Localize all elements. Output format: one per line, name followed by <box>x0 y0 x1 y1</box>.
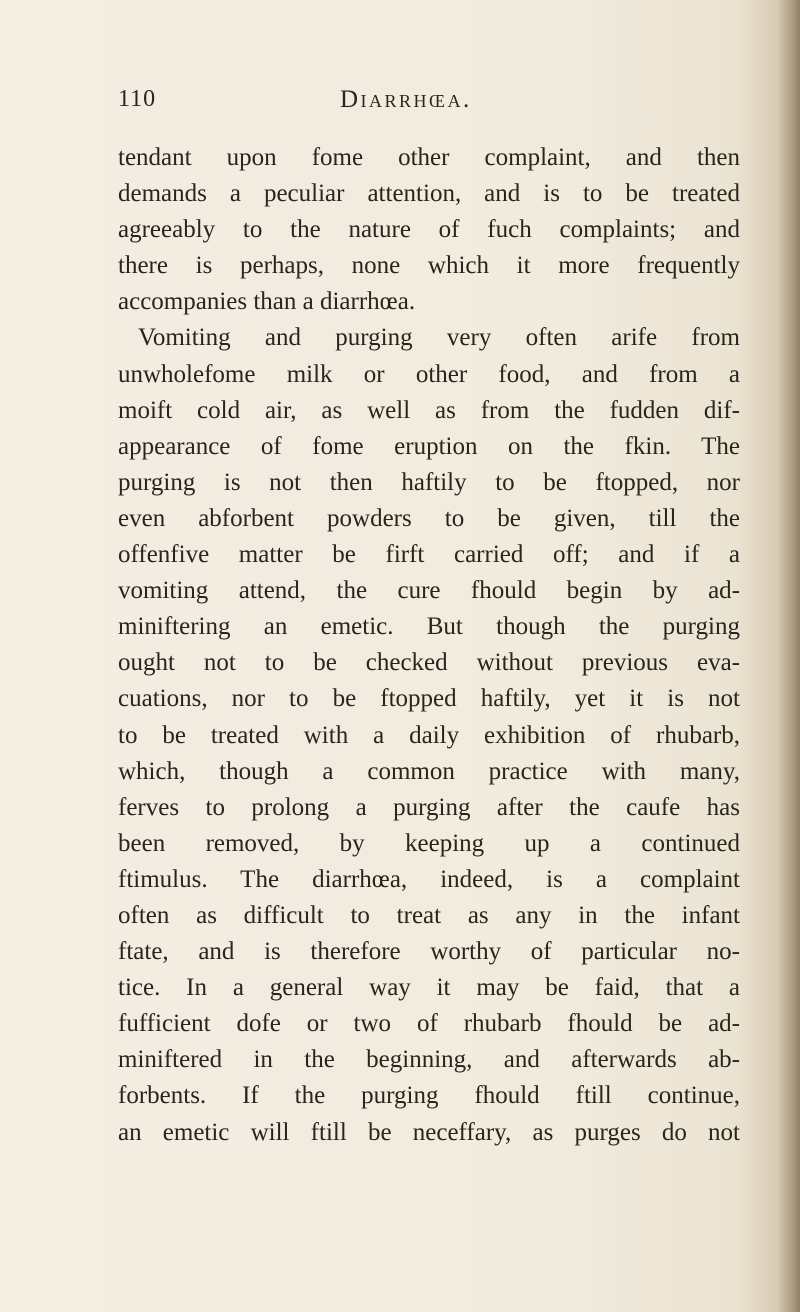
text-line: appearance of fome eruption on the fkin. The <box>118 432 740 460</box>
text-line: vomiting attend, the cure fhould begin by ad- <box>118 577 740 605</box>
text-line: forbents. If the purging fhould ftill continue, <box>118 1082 740 1110</box>
text-line: moift cold air, as well as from the fudden dif- <box>118 396 740 424</box>
text-line: offenfive matter be firft carried off; and if a <box>118 541 740 569</box>
text-line: tendant upon fome other complaint, and then <box>118 144 740 171</box>
text-line: ftimulus. The diarrhœa, indeed, is a complaint <box>118 865 740 893</box>
running-header <box>118 86 758 126</box>
running-title: Diarrhœa. <box>340 86 472 113</box>
text-line: accompanies than a diarrhœa. <box>118 288 416 316</box>
page-gutter-shadow <box>778 0 800 1312</box>
text-line: often as difficult to treat as any in the infant <box>118 901 740 929</box>
text-line: been removed, by keeping up a continued <box>118 829 740 857</box>
text-line: even abforbent powders to be given, till the <box>118 504 740 532</box>
text-line: unwholefome milk or other food, and from a <box>118 360 740 388</box>
text-line: agreeably to the nature of fuch complaints; and <box>118 216 740 244</box>
text-line: miniftered in the beginning, and afterwards ab- <box>118 1046 740 1074</box>
text-line: ferves to prolong a purging after the caufe has <box>118 793 740 821</box>
text-line: there is perhaps, none which it more frequently <box>118 252 740 280</box>
text-line: demands a peculiar attention, and is to be treated <box>118 180 740 208</box>
text-line: ftate, and is therefore worthy of particular no- <box>118 938 740 966</box>
text-line: cuations, nor to be ftopped haftily, yet it is not <box>118 685 740 713</box>
text-line: an emetic will ftill be neceffary, as purges do not <box>118 1118 740 1146</box>
text-line: purging is not then haftily to be ftopped, nor <box>118 468 740 496</box>
text-line: Vomiting and purging very often arife from <box>138 324 740 352</box>
text-line: tice. In a general way it may be faid, that a <box>118 974 740 1002</box>
page-number: 110 <box>118 86 157 112</box>
text-line: which, though a common practice with many, <box>118 757 740 785</box>
text-line: ought not to be checked without previous eva- <box>118 649 740 677</box>
text-line: miniftering an emetic. But though the purging <box>118 613 740 641</box>
text-line: to be treated with a daily exhibition of rhubarb, <box>118 721 740 749</box>
text-line: fufficient dofe or two of rhubarb fhould be ad- <box>118 1010 740 1038</box>
body-text <box>118 140 740 1151</box>
